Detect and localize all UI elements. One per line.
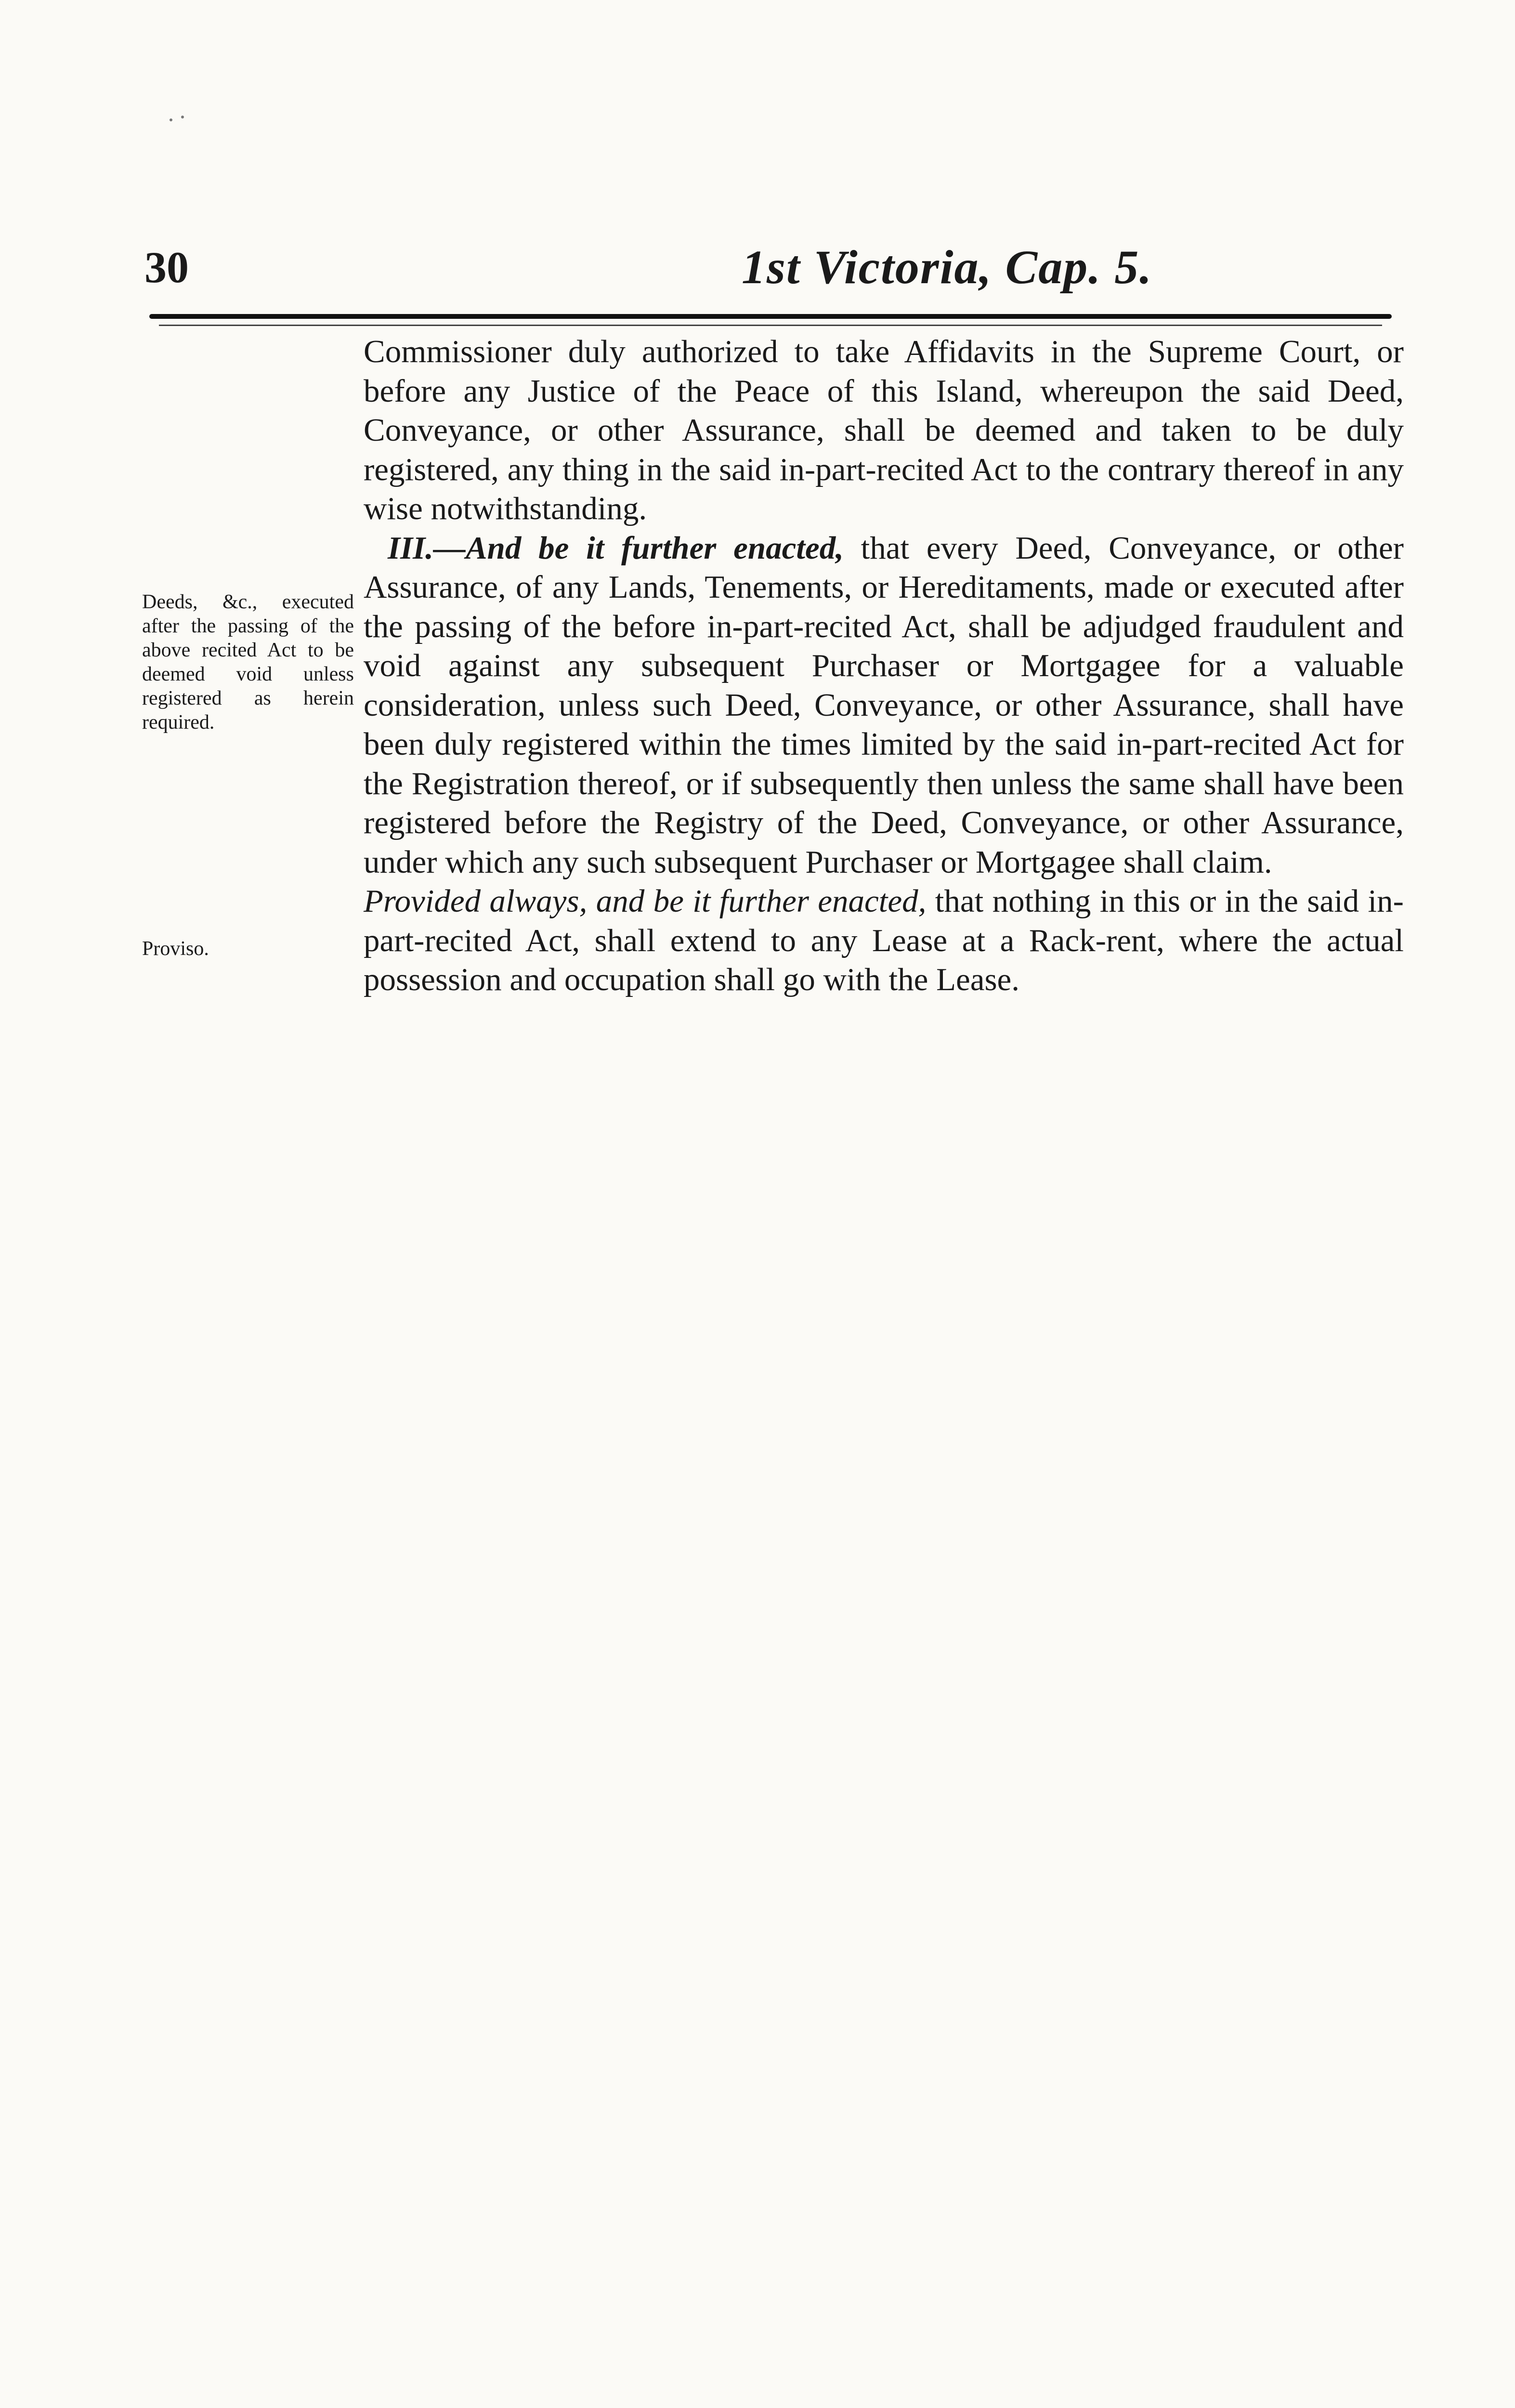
section-iii-paragraph [364, 529, 1404, 882]
header-rule [149, 314, 1392, 319]
page-header [144, 231, 1392, 303]
proviso-lead: Provided always, and be it further enacted, [364, 883, 927, 919]
proviso-paragraph [364, 882, 1404, 1000]
proviso-text: that nothing in this or in the said in-part-recited Act, shall extend to any Lease at a Rack-rent, where the actual possession and occupation shall go with the Lease. [364, 883, 1404, 997]
running-head: 1st Victoria, Cap. 5. [742, 240, 1153, 294]
marginal-note-proviso: Proviso. [142, 938, 209, 960]
print-speck [170, 118, 172, 121]
marginal-note-deeds: Deeds, &c., executed after the passing of the above recited Act to be deemed void unless registered as herein required. [142, 591, 354, 733]
main-text [364, 332, 1404, 1000]
print-speck [181, 116, 184, 118]
page-number: 30 [144, 243, 189, 292]
header-rule-thin [159, 325, 1382, 326]
section-iii-text: that every Deed, Conveyance, or other Assurance, of any Lands, Tenements, or Hereditaments, made or executed after the passing of the before in-part-recited Act, shall be adjudged fraudulent and void against any subsequent Purchaser or Mortgagee for a valuable consideration, unless such Deed, Conveyance, or other Assurance, shall have been duly registered within the times limited by the said in-part-recited Act for the Registration thereof, or if subsequently then unless the same shall have been registered before the Registry of the Deed, Conveyance, or other Assurance, under which any such subsequent Purchaser or Mortgagee shall claim. [364, 530, 1404, 880]
section-iii-heading: III.—And be it further enacted, [388, 530, 844, 566]
continuation-paragraph: Commissioner duly authorized to take Affidavits in the Supreme Court, or before any Justice of the Peace of this Island, whereupon the said Deed, Conveyance, or other Assurance, shall be deemed and taken to be duly registered, any thing in the said in-part-recited Act to the contrary thereof in any wise notwithstanding. [364, 334, 1404, 526]
